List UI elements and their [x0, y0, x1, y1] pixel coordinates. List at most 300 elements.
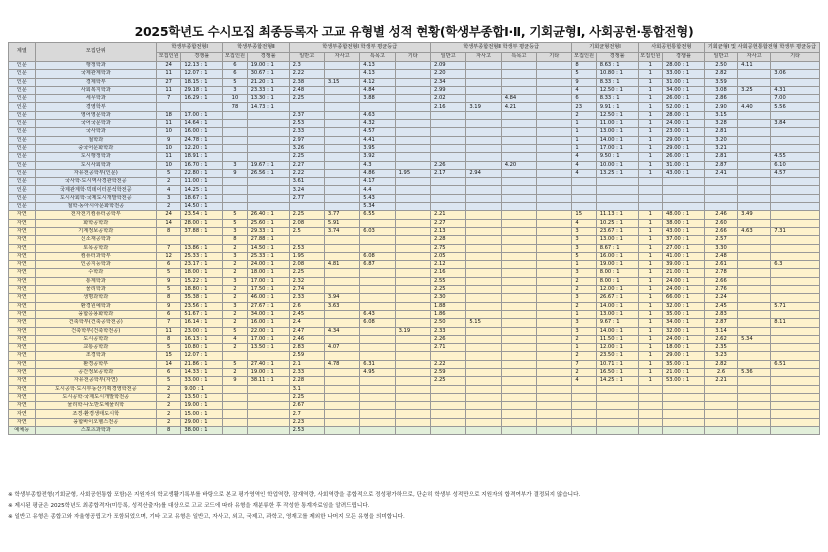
- table-cell: 12.50 : 1: [596, 86, 638, 94]
- table-cell: 14.64 : 1: [181, 120, 223, 128]
- table-cell: [466, 244, 501, 252]
- table-cell: [662, 402, 704, 410]
- table-cell: 1: [638, 244, 662, 252]
- cell-group: 자연: [9, 211, 36, 219]
- table-cell: 31.00 : 1: [662, 161, 704, 169]
- table-cell: [537, 194, 572, 202]
- table-cell: 1: [638, 111, 662, 119]
- cell-unit: 철학·동아시아문화학전공: [35, 203, 157, 211]
- table-cell: 14.33 : 1: [181, 368, 223, 376]
- table-cell: [324, 203, 359, 211]
- table-cell: 4: [223, 335, 247, 343]
- table-cell: [247, 128, 289, 136]
- table-cell: 2.87: [704, 161, 737, 169]
- table-cell: [324, 136, 359, 144]
- table-cell: 4.11: [738, 62, 771, 70]
- table-cell: 2.25: [289, 153, 324, 161]
- table-cell: 2.60: [704, 219, 737, 227]
- table-cell: 2.7: [289, 410, 324, 418]
- table-cell: [324, 186, 359, 194]
- table-cell: [324, 385, 359, 393]
- table-cell: [360, 219, 395, 227]
- table-cell: [537, 269, 572, 277]
- table-cell: [537, 178, 572, 186]
- table-cell: 10: [157, 128, 181, 136]
- table-cell: 27: [157, 78, 181, 86]
- table-cell: [501, 277, 536, 285]
- table-cell: [247, 144, 289, 152]
- table-cell: 16.00 : 1: [247, 319, 289, 327]
- table-cell: 2: [223, 368, 247, 376]
- table-cell: 27.40 : 1: [247, 360, 289, 368]
- cell-unit: 도시행정학과: [35, 153, 157, 161]
- table-cell: [324, 161, 359, 169]
- table-cell: [771, 418, 820, 426]
- table-cell: [223, 203, 247, 211]
- table-cell: 3.21: [704, 144, 737, 152]
- table-cell: [501, 78, 536, 86]
- table-cell: [247, 111, 289, 119]
- table-cell: 2.50: [431, 319, 466, 327]
- table-cell: [738, 161, 771, 169]
- table-cell: 6.03: [360, 227, 395, 235]
- table-cell: [431, 418, 466, 426]
- table-cell: [360, 327, 395, 335]
- table-row: [9, 111, 820, 119]
- table-cell: 1: [638, 120, 662, 128]
- table-cell: 3.26: [289, 144, 324, 152]
- cell-group: 자연: [9, 310, 36, 318]
- table-cell: 1: [638, 302, 662, 310]
- header-sub: 기타: [771, 52, 820, 62]
- table-cell: 2.6: [704, 368, 737, 376]
- cell-unit: 조경·환경생태도시학: [35, 410, 157, 418]
- table-cell: [431, 194, 466, 202]
- table-cell: [324, 286, 359, 294]
- table-cell: 26.56 : 1: [247, 169, 289, 177]
- table-cell: 2: [223, 310, 247, 318]
- table-cell: 8.11: [771, 319, 820, 327]
- footnotes: [8, 490, 820, 523]
- table-cell: 35.00 : 1: [662, 360, 704, 368]
- cell-unit: 도시공학과: [35, 335, 157, 343]
- table-cell: 2.17: [431, 169, 466, 177]
- table-cell: 24.00 : 1: [662, 335, 704, 343]
- table-cell: 2.23: [289, 418, 324, 426]
- header-group-title: 사회공헌통합전형: [638, 43, 704, 53]
- table-cell: 14.25 : 1: [181, 186, 223, 194]
- table-cell: 48.00 : 1: [662, 211, 704, 219]
- table-cell: [395, 194, 430, 202]
- cell-group: 인문: [9, 70, 36, 78]
- table-cell: [537, 261, 572, 269]
- table-cell: [537, 344, 572, 352]
- table-cell: 2.25: [289, 269, 324, 277]
- table-cell: 4.13: [360, 62, 395, 70]
- table-cell: [324, 252, 359, 260]
- table-cell: [501, 294, 536, 302]
- cell-group: 인문: [9, 194, 36, 202]
- table-row: [9, 402, 820, 410]
- table-cell: 4.32: [360, 120, 395, 128]
- table-cell: 35.38 : 1: [181, 294, 223, 302]
- table-cell: 2.16: [431, 103, 466, 111]
- table-cell: 1: [638, 153, 662, 161]
- table-cell: 18: [157, 111, 181, 119]
- table-cell: 1: [638, 95, 662, 103]
- table-cell: 9.50 : 1: [596, 153, 638, 161]
- table-cell: [771, 244, 820, 252]
- table-row: [9, 327, 820, 335]
- table-cell: 2.71: [431, 344, 466, 352]
- cell-unit: 수학과: [35, 269, 157, 277]
- table-cell: 23.56 : 1: [181, 302, 223, 310]
- table-row: [9, 244, 820, 252]
- table-cell: 43.00 : 1: [662, 169, 704, 177]
- table-cell: 2.94: [466, 169, 501, 177]
- table-cell: [537, 327, 572, 335]
- table-cell: 2.24: [704, 294, 737, 302]
- table-cell: [360, 236, 395, 244]
- table-cell: 8: [572, 62, 596, 70]
- table-cell: [324, 194, 359, 202]
- table-cell: [395, 95, 430, 103]
- table-cell: 10.71 : 1: [596, 360, 638, 368]
- table-cell: 3: [572, 244, 596, 252]
- table-cell: [572, 178, 596, 186]
- cell-unit: 경영학부: [35, 103, 157, 111]
- table-cell: 29.00 : 1: [662, 352, 704, 360]
- cell-group: 인문: [9, 161, 36, 169]
- table-cell: [360, 103, 395, 111]
- cell-unit: 스포츠과학과: [35, 427, 157, 435]
- table-cell: 3.14: [704, 327, 737, 335]
- cell-unit: 물리학·나노반도체물리학: [35, 402, 157, 410]
- table-cell: 8: [157, 427, 181, 435]
- table-cell: 29.18 : 1: [181, 86, 223, 94]
- table-cell: 2.59: [431, 368, 466, 376]
- table-cell: [247, 186, 289, 194]
- table-cell: [395, 352, 430, 360]
- table-cell: [360, 377, 395, 385]
- table-cell: 14: [157, 360, 181, 368]
- table-cell: 5: [223, 211, 247, 219]
- table-cell: [596, 418, 638, 426]
- table-cell: [537, 302, 572, 310]
- table-cell: [501, 410, 536, 418]
- table-cell: 4.3: [360, 161, 395, 169]
- table-cell: [537, 410, 572, 418]
- table-cell: [395, 319, 430, 327]
- table-cell: [395, 335, 430, 343]
- table-cell: 23.67 : 1: [596, 227, 638, 235]
- table-cell: 4.17: [360, 178, 395, 186]
- header-sub: 자사고: [324, 52, 359, 62]
- table-cell: 2.38: [289, 78, 324, 86]
- table-cell: [395, 302, 430, 310]
- table-cell: [738, 402, 771, 410]
- table-cell: [395, 62, 430, 70]
- table-cell: [431, 203, 466, 211]
- table-cell: [395, 186, 430, 194]
- table-cell: 23.54 : 1: [181, 211, 223, 219]
- table-cell: [738, 269, 771, 277]
- table-cell: 1.95: [289, 252, 324, 260]
- table-cell: 17.50 : 1: [247, 286, 289, 294]
- table-cell: 37.88 : 1: [181, 227, 223, 235]
- table-cell: 2: [223, 344, 247, 352]
- table-cell: 4: [572, 377, 596, 385]
- table-cell: [596, 385, 638, 393]
- table-cell: 3.49: [738, 211, 771, 219]
- table-cell: [223, 186, 247, 194]
- table-cell: 4: [157, 186, 181, 194]
- table-cell: [501, 194, 536, 202]
- table-cell: 3.24: [289, 186, 324, 194]
- table-cell: 2.53: [289, 244, 324, 252]
- table-cell: 2: [223, 244, 247, 252]
- table-cell: [501, 203, 536, 211]
- table-cell: [324, 310, 359, 318]
- table-cell: 2.53: [289, 120, 324, 128]
- table-cell: [324, 377, 359, 385]
- table-cell: 2.28: [431, 236, 466, 244]
- table-row: [9, 418, 820, 426]
- table-cell: 4: [572, 169, 596, 177]
- table-cell: 4: [572, 219, 596, 227]
- table-cell: 33.00 : 1: [181, 377, 223, 385]
- table-cell: 12: [157, 252, 181, 260]
- table-cell: [638, 402, 662, 410]
- table-cell: 2: [572, 352, 596, 360]
- cell-group: 인문: [9, 103, 36, 111]
- table-cell: [638, 385, 662, 393]
- table-row: [9, 161, 820, 169]
- table-cell: [596, 410, 638, 418]
- table-cell: [501, 86, 536, 94]
- table-cell: 3.15: [704, 111, 737, 119]
- table-cell: [247, 393, 289, 401]
- table-cell: [466, 219, 501, 227]
- table-cell: 14.00 : 1: [596, 136, 638, 144]
- table-cell: [738, 153, 771, 161]
- table-cell: [501, 377, 536, 385]
- table-cell: 14.73 : 1: [247, 103, 289, 111]
- cell-unit: 토목공학과: [35, 244, 157, 252]
- table-cell: [537, 120, 572, 128]
- table-cell: [537, 286, 572, 294]
- table-cell: [771, 277, 820, 285]
- table-cell: 39.00 : 1: [662, 261, 704, 269]
- table-cell: 3.95: [360, 144, 395, 152]
- table-cell: [324, 319, 359, 327]
- table-cell: 2.76: [704, 286, 737, 294]
- table-cell: 8.00 : 1: [596, 277, 638, 285]
- table-cell: [537, 203, 572, 211]
- cell-unit: 환경원예학과: [35, 302, 157, 310]
- table-cell: 4.40: [738, 103, 771, 111]
- table-cell: [501, 335, 536, 343]
- cell-unit: 중국어문화학과: [35, 144, 157, 152]
- header-sub: 일반고: [431, 52, 466, 62]
- table-cell: 1: [638, 103, 662, 111]
- table-cell: 2.78: [704, 269, 737, 277]
- table-cell: 2.53: [289, 427, 324, 435]
- table-cell: [738, 302, 771, 310]
- table-cell: [704, 385, 737, 393]
- table-cell: [431, 120, 466, 128]
- table-cell: 38.11 : 1: [247, 377, 289, 385]
- cell-unit: 조경학과: [35, 352, 157, 360]
- table-cell: 6.08: [360, 252, 395, 260]
- table-cell: [572, 418, 596, 426]
- table-cell: 13.30 : 1: [247, 95, 289, 103]
- table-cell: [324, 95, 359, 103]
- table-row: [9, 344, 820, 352]
- table-cell: [572, 427, 596, 435]
- cell-unit: 건축학부(건축학전공): [35, 327, 157, 335]
- table-cell: [395, 244, 430, 252]
- table-cell: [157, 103, 181, 111]
- table-cell: 14: [157, 219, 181, 227]
- cell-unit: 환경공학부: [35, 360, 157, 368]
- table-cell: [395, 402, 430, 410]
- table-cell: [501, 128, 536, 136]
- table-cell: [704, 186, 737, 194]
- table-cell: 18.15 : 1: [181, 78, 223, 86]
- table-cell: [596, 194, 638, 202]
- table-cell: [466, 269, 501, 277]
- table-cell: [501, 327, 536, 335]
- table-cell: [395, 286, 430, 294]
- table-cell: [395, 277, 430, 285]
- table-cell: [738, 178, 771, 186]
- table-cell: 13.50 : 1: [247, 344, 289, 352]
- table-cell: 2: [223, 269, 247, 277]
- table-row: [9, 277, 820, 285]
- table-cell: [324, 103, 359, 111]
- table-cell: 7: [157, 95, 181, 103]
- table-cell: 11.13 : 1: [596, 211, 638, 219]
- table-cell: 21.86 : 1: [181, 360, 223, 368]
- cell-group: 자연: [9, 294, 36, 302]
- table-cell: 3.1: [289, 385, 324, 393]
- table-cell: 1: [572, 128, 596, 136]
- table-cell: 38.00 : 1: [181, 427, 223, 435]
- table-cell: 11: [157, 120, 181, 128]
- table-cell: 2.08: [289, 261, 324, 269]
- table-cell: 1: [638, 277, 662, 285]
- footnote: ※ 일반고 유형은 종합고와 자율형공립고가 포함되었으며, 기타 고교 유형은 일반고, 자사고, 외고, 국제고, 과학고, 영재고를 제외한 나머지 모든 유형을 의미합니다.: [8, 513, 405, 520]
- table-cell: [395, 410, 430, 418]
- table-cell: 2.74: [289, 286, 324, 294]
- table-cell: [537, 385, 572, 393]
- table-cell: 18.67 : 1: [181, 194, 223, 202]
- cell-group: 인문: [9, 120, 36, 128]
- table-cell: 10: [223, 95, 247, 103]
- table-cell: 24.00 : 1: [662, 286, 704, 294]
- table-cell: [771, 62, 820, 70]
- cell-group: 자연: [9, 252, 36, 260]
- header-sub: 기타: [537, 52, 572, 62]
- table-cell: [501, 219, 536, 227]
- table-cell: 8.63 : 1: [596, 62, 638, 70]
- table-cell: [324, 153, 359, 161]
- table-cell: [466, 128, 501, 136]
- table-cell: 46.00 : 1: [247, 294, 289, 302]
- table-row: [9, 286, 820, 294]
- table-cell: [662, 194, 704, 202]
- table-cell: 11: [157, 86, 181, 94]
- table-cell: [771, 203, 820, 211]
- table-cell: 3: [223, 227, 247, 235]
- table-cell: [738, 360, 771, 368]
- header-group-title: 기회균형전형Ⅰ: [572, 43, 638, 53]
- table-cell: 2.46: [704, 211, 737, 219]
- table-cell: [181, 236, 223, 244]
- table-cell: 8.33 : 1: [596, 78, 638, 86]
- cell-unit: 도시사회학·국제도시개발학전공: [35, 194, 157, 202]
- table-cell: [223, 393, 247, 401]
- table-cell: 12.13 : 1: [181, 62, 223, 70]
- table-cell: [395, 120, 430, 128]
- table-cell: [771, 236, 820, 244]
- cell-unit: 국사학과: [35, 128, 157, 136]
- table-cell: [738, 120, 771, 128]
- table-cell: [431, 144, 466, 152]
- table-cell: [738, 377, 771, 385]
- table-cell: 2.99: [431, 86, 466, 94]
- table-cell: 7.31: [771, 227, 820, 235]
- table-cell: [360, 294, 395, 302]
- table-cell: 14.00 : 1: [596, 302, 638, 310]
- cell-unit: 국사학·도시역사경관학전공: [35, 178, 157, 186]
- table-row: [9, 352, 820, 360]
- table-cell: [324, 352, 359, 360]
- table-cell: [466, 144, 501, 152]
- table-cell: [466, 178, 501, 186]
- table-cell: 2.61: [704, 261, 737, 269]
- table-cell: [466, 335, 501, 343]
- table-cell: [360, 410, 395, 418]
- table-cell: 3.77: [324, 211, 359, 219]
- table-cell: 51.67 : 1: [181, 310, 223, 318]
- table-cell: [572, 186, 596, 194]
- cell-group: 자연: [9, 402, 36, 410]
- table-cell: 2.25: [289, 393, 324, 401]
- cell-group: 자연: [9, 261, 36, 269]
- table-cell: 37.00 : 1: [662, 236, 704, 244]
- table-cell: 6: [223, 62, 247, 70]
- table-cell: [431, 111, 466, 119]
- table-cell: [324, 418, 359, 426]
- cell-unit: 융합응용화학과: [35, 310, 157, 318]
- table-cell: [466, 310, 501, 318]
- table-cell: [662, 427, 704, 435]
- table-cell: 53.00 : 1: [662, 377, 704, 385]
- table-cell: [537, 153, 572, 161]
- table-cell: 4.31: [771, 86, 820, 94]
- table-cell: 3.61: [289, 178, 324, 186]
- table-cell: [771, 194, 820, 202]
- table-cell: [466, 161, 501, 169]
- table-cell: [501, 385, 536, 393]
- table-cell: [395, 377, 430, 385]
- table-cell: 3.19: [395, 327, 430, 335]
- table-cell: 10: [157, 144, 181, 152]
- table-cell: 11: [157, 327, 181, 335]
- table-cell: [638, 410, 662, 418]
